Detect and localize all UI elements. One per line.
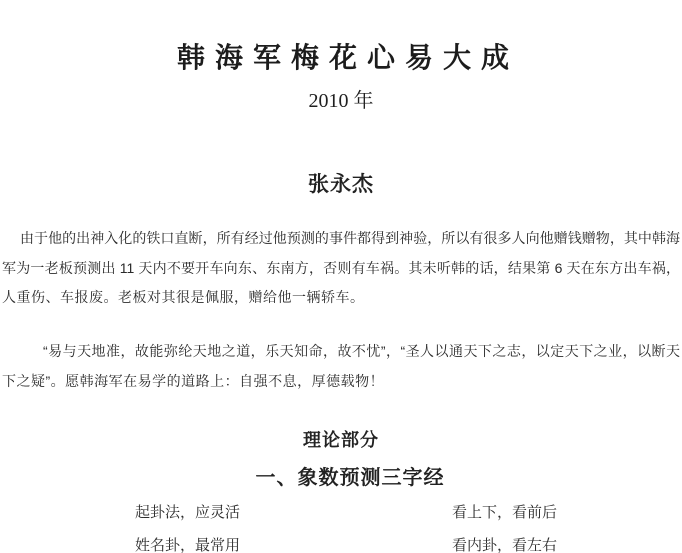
paragraph-line: 由于他的出神入化的铁口直断，所有经过他预测的事件都得到神验，所以有很多人向他赠钱赠物，其中韩海	[20, 230, 680, 246]
verse-left-cell: 起卦法，应灵活	[135, 504, 241, 521]
paragraph-line: 人重伤、车报废。老板对其很是佩服，赠给他一辆轿车。	[2, 289, 365, 305]
author-name: 张永杰	[308, 173, 374, 196]
verse-right-cell: 看内卦，看左右	[452, 537, 558, 553]
verse-right-cell: 看上下，看前后	[452, 504, 558, 521]
document-title: 韩海军梅花心易大成	[176, 43, 519, 74]
paragraph-line: 军为一老板预测出 11 天内不要开车向东、东南方，否则有车祸。其未听韩的话，结果第 6 天在东方出车祸，	[2, 259, 680, 276]
verse-row	[0, 534, 682, 553]
chapter-heading-sanzijing: 一、象数预测三字经	[255, 467, 445, 489]
paragraph-anecdote	[2, 224, 680, 313]
verse-left-cell: 姓名卦，最常用	[135, 537, 241, 553]
document-year-subtitle: 2010 年	[308, 90, 374, 112]
section-heading-theory: 理论部分	[303, 430, 379, 450]
paragraph-line: “易与天地准，故能弥纶天地之道，乐天知命，故不忧”，“圣人以通天下之志，以定天下之业，以断天	[43, 343, 680, 359]
paragraph-line: 下之疑”。愿韩海军在易学的道路上：自强不息，厚德载物！	[2, 373, 385, 389]
paragraph-quote	[2, 336, 680, 396]
verse-row	[0, 501, 682, 523]
